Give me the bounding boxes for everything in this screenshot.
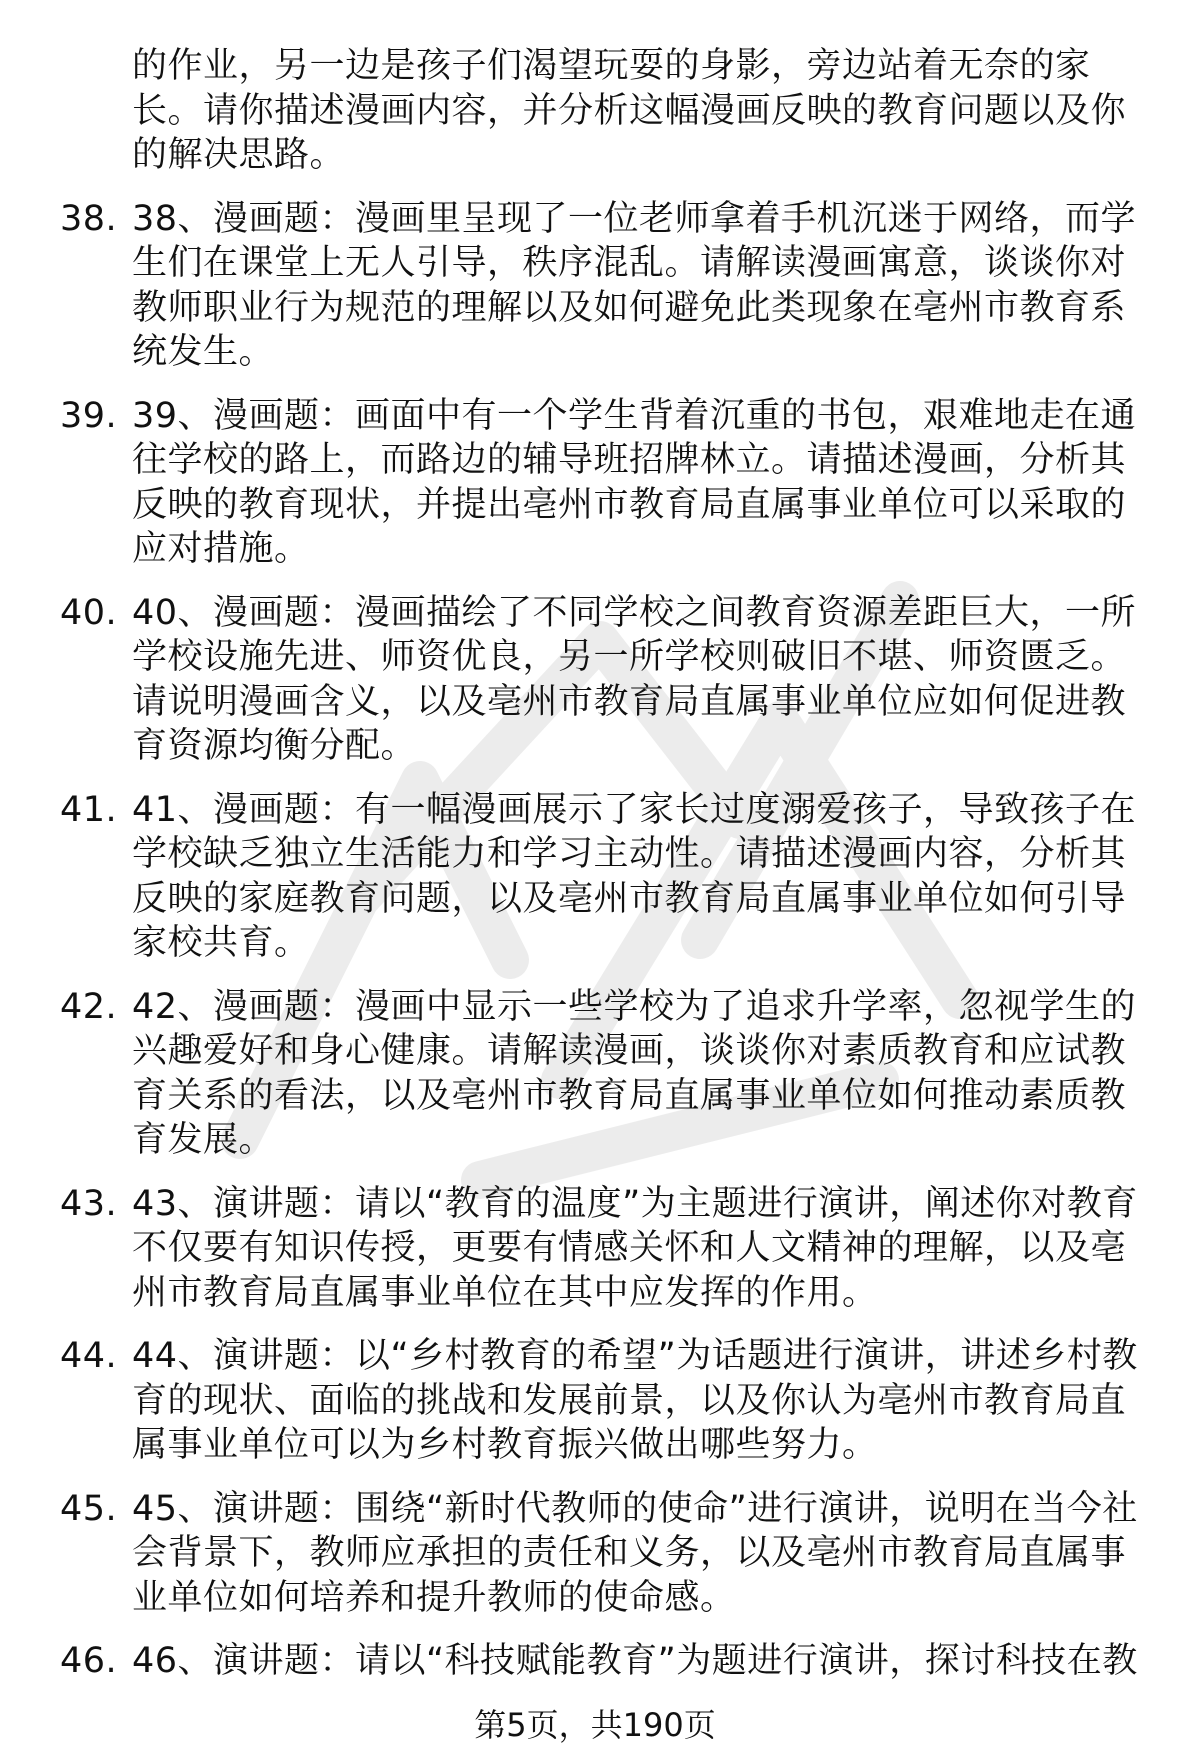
question-text: 39、漫画题：画面中有一个学生背着沉重的书包，艰难地走在通往学校的路上，而路边的辅导班招牌林立。请描述漫画，分析其反映的教育现状，并提出亳州市教育局直属事业单位可以采取的应对措施。 bbox=[132, 395, 1137, 569]
continued-question-text: 的作业，另一边是孩子们渴望玩耍的身影，旁边站着无奈的家长。请你描述漫画内容，并分析这幅漫画反映的教育问题以及你的解决思路。 bbox=[132, 46, 1127, 175]
question-item bbox=[60, 788, 1150, 966]
question-text: 41、漫画题：有一幅漫画展示了家长过度溺爱孩子，导致孩子在学校缺乏独立生活能力和学习主动性。请描述漫画内容，分析其反映的家庭教育问题，以及亳州市教育局直属事业单位如何引导家校共育。 bbox=[132, 789, 1137, 963]
question-item bbox=[60, 1334, 1150, 1468]
question-text: 38、漫画题：漫画里呈现了一位老师拿着手机沉迷于网络，而学生们在课堂上无人引导，秩序混乱。请解读漫画寓意，谈谈你对教师职业行为规范的理解以及如何避免此类现象在亳州市教育系统发生。 bbox=[132, 198, 1137, 372]
question-text: 40、漫画题：漫画描绘了不同学校之间教育资源差距巨大，一所学校设施先进、师资优良，另一所学校则破旧不堪、师资匮乏。请说明漫画含义，以及亳州市教育局直属事业单位应如何促进教育资源均衡分配。 bbox=[132, 592, 1137, 766]
question-item bbox=[60, 394, 1150, 572]
question-number: 42. bbox=[60, 986, 118, 1027]
question-item bbox=[60, 1487, 1150, 1621]
question-list bbox=[60, 44, 1150, 1703]
question-text: 43、演讲题：请以“教育的温度”为主题进行演讲，阐述你对教育不仅要有知识传授，更要有情感关怀和人文精神的理解，以及亳州市教育局直属事业单位在其中应发挥的作用。 bbox=[132, 1183, 1138, 1313]
question-number: 44. bbox=[60, 1336, 118, 1376]
question-text: 42、漫画题：漫画中显示一些学校为了追求升学率，忽视学生的兴趣爱好和身心健康。请解读漫画，谈谈你对素质教育和应试教育关系的看法，以及亳州市教育局直属事业单位如何推动素质教育发展。 bbox=[132, 986, 1137, 1160]
question-item bbox=[60, 1182, 1150, 1316]
question-number: 41. bbox=[60, 789, 118, 830]
question-number: 40. bbox=[60, 592, 118, 633]
question-text: 44、演讲题：以“乡村教育的希望”为话题进行演讲，讲述乡村教育的现状、面临的挑战和发展前景，以及你认为亳州市教育局直属事业单位可以为乡村教育振兴做出哪些努力。 bbox=[132, 1336, 1138, 1465]
question-item bbox=[60, 985, 1150, 1163]
question-number: 38. bbox=[60, 198, 118, 239]
question-number: 39. bbox=[60, 395, 118, 436]
question-item bbox=[60, 1639, 1150, 1684]
question-text: 45、演讲题：围绕“新时代教师的使命”进行演讲，说明在当今社会背景下，教师应承担的责任和义务，以及亳州市教育局直属事业单位如何培养和提升教师的使命感。 bbox=[132, 1488, 1138, 1618]
question-number: 45. bbox=[60, 1488, 118, 1529]
question-number: 46. bbox=[60, 1641, 118, 1681]
page-footer: 第5页，共190页 bbox=[474, 1706, 716, 1744]
question-text: 46、演讲题：请以“科技赋能教育”为题进行演讲，探讨科技在教 bbox=[132, 1641, 1138, 1681]
question-item bbox=[60, 591, 1150, 769]
question-number: 43. bbox=[60, 1183, 118, 1224]
question-item bbox=[60, 197, 1150, 375]
